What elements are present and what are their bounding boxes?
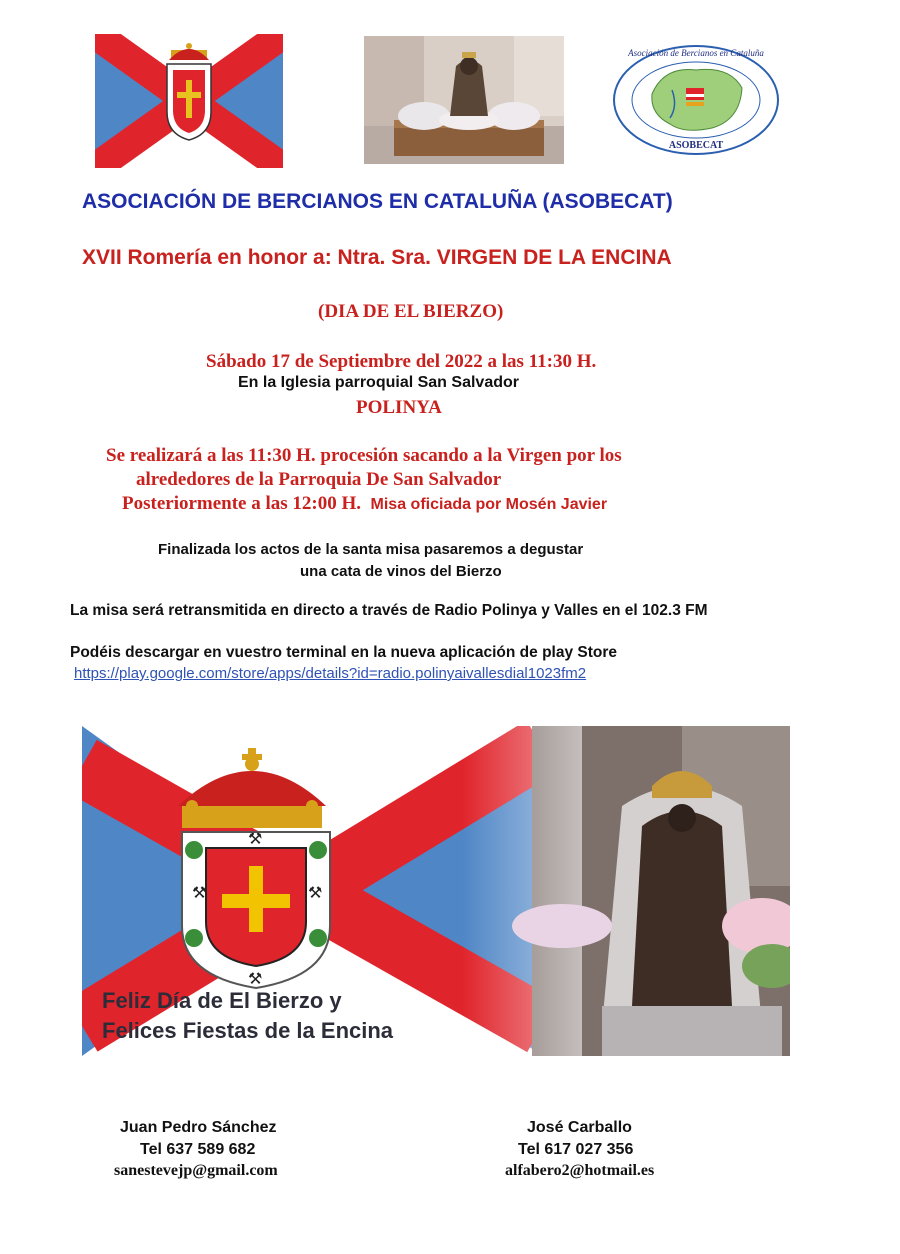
event-date: Sábado 17 de Septiembre del 2022 a las 11:30 H.: [206, 351, 597, 372]
banner-greeting-line-2: Felices Fiestas de la Encina: [102, 1018, 394, 1043]
mass-officiant: Misa oficiada por Mosén Javier: [370, 496, 608, 513]
fiesta-banner: [82, 726, 790, 1056]
virgin-float-photo: [364, 36, 564, 164]
after-mass-line-1: Finalizada los actos de la santa misa pasaremos a degustar: [158, 541, 584, 558]
after-mass-line-2: una cata de vinos del Bierzo: [300, 563, 502, 580]
contact-2-phone: Tel 617 027 356: [518, 1141, 634, 1158]
mass-time: Posteriormente a las 12:00 H.: [122, 493, 362, 514]
contact-2-name: José Carballo: [527, 1119, 632, 1136]
play-store-link[interactable]: https://play.google.com/store/apps/details?id=radio.polinyaivallesdial1023fm2: [74, 665, 587, 682]
bierzo-flag-image: [95, 34, 283, 168]
asobecat-logo: [612, 44, 780, 156]
romeria-title: XVII Romería en honor a: Ntra. Sra. VIRGEN DE LA ENCINA: [82, 246, 672, 269]
contact-1-name: Juan Pedro Sánchez: [120, 1119, 277, 1136]
svg-text:⚒: ⚒: [248, 831, 263, 848]
contact-2-email[interactable]: alfabero2@hotmail.es: [505, 1162, 655, 1179]
svg-text:⚒: ⚒: [192, 885, 207, 902]
banner-greeting-line-1: Feliz Día de El Bierzo y: [102, 988, 342, 1013]
svg-text:⚒: ⚒: [308, 885, 323, 902]
procession-line-1: Se realizará a las 11:30 H. procesión sacando a la Virgen por los: [106, 445, 622, 466]
mass-line: [122, 493, 607, 515]
event-city: POLINYA: [356, 397, 442, 418]
svg-text:⚒: ⚒: [248, 971, 263, 988]
contact-1-phone: Tel 637 589 682: [140, 1141, 256, 1158]
association-title: ASOCIACIÓN DE BERCIANOS EN CATALUÑA (ASOBECAT): [82, 190, 673, 213]
event-church: En la Iglesia parroquial San Salvador: [238, 374, 519, 391]
download-line: Podéis descargar en vuestro terminal en la nueva aplicación de play Store: [70, 644, 618, 661]
contact-1-email[interactable]: sanestevejp@gmail.com: [114, 1162, 278, 1179]
procession-line-2: alrededores de la Parroquia De San Salvador: [136, 469, 502, 490]
logo-ring-text: Asociación de Bercianos en Cataluña: [628, 48, 764, 58]
day-name: (DIA DE EL BIERZO): [318, 301, 504, 322]
radio-broadcast-line: La misa será retransmitida en directo a través de Radio Polinya y Valles en el 102.3 FM: [70, 602, 708, 619]
logo-bottom-text: ASOBECAT: [668, 140, 724, 151]
